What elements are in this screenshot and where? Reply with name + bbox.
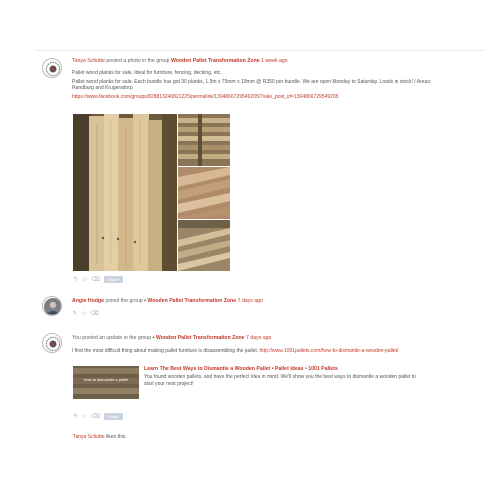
author-link[interactable]: Angie Hodge bbox=[72, 298, 104, 304]
post-prefix: You posted an update in the group bbox=[72, 335, 152, 341]
group-icon: ▪ bbox=[152, 335, 155, 341]
likes-line bbox=[73, 434, 127, 441]
like-icon[interactable]: ☆ bbox=[81, 310, 87, 317]
reply-icon[interactable]: ↰ bbox=[72, 310, 78, 317]
like-icon[interactable]: ☆ bbox=[82, 276, 88, 283]
post-actions bbox=[73, 413, 123, 420]
post-actions bbox=[72, 310, 432, 317]
likes-text: likes this. bbox=[106, 434, 127, 440]
like-icon[interactable]: ☆ bbox=[82, 413, 88, 420]
photo-thumb-3[interactable] bbox=[178, 220, 230, 271]
post-verb: posted a photo in the group bbox=[106, 58, 170, 64]
post-text-2: Pallet wood planks for sale. Each bundle has got 30 planks, 1.5m x 75mm x 19mm @ R350 per bundle. We are open Monday to Saturday. Loads in stock! / Areas: Randburg and Krugersdorp bbox=[72, 78, 432, 92]
group-link[interactable]: Wooden Pallet Transformation Zone bbox=[155, 335, 245, 341]
timestamp-link[interactable]: 7 days ago bbox=[237, 298, 263, 304]
liker-link[interactable]: Tanya Schutte bbox=[73, 434, 105, 440]
photo-thumb-2[interactable] bbox=[178, 167, 230, 219]
group-icon: ▪ bbox=[144, 298, 146, 304]
avatar[interactable] bbox=[42, 333, 62, 353]
photo-main[interactable] bbox=[73, 114, 177, 271]
post-verb: joined the group bbox=[105, 298, 143, 304]
post-text-body: I find the most difficult thing about making pallet furniture is disassembling the pallet. bbox=[72, 348, 259, 354]
reply-icon[interactable]: ↰ bbox=[73, 276, 79, 283]
group-link[interactable]: Wooden Pallet Transformation Zone bbox=[170, 58, 260, 64]
avatar[interactable] bbox=[42, 296, 62, 316]
post-url-link[interactable]: https://www.facebook.com/groups/828813240821225/permalink/1304866729549205/?sale_post_id=1304866729549205 bbox=[72, 93, 339, 100]
avatar[interactable] bbox=[42, 58, 62, 78]
author-link[interactable]: Tanya Schutte bbox=[72, 58, 105, 64]
post-text bbox=[72, 348, 432, 355]
delete-icon[interactable]: ⌫ bbox=[91, 276, 100, 283]
delete-icon[interactable]: ⌫ bbox=[91, 413, 100, 420]
post-header bbox=[72, 298, 432, 305]
group-link[interactable]: Wooden Pallet Transformation Zone bbox=[147, 298, 237, 304]
post-actions bbox=[73, 276, 123, 283]
share-button[interactable]: Share bbox=[104, 413, 123, 420]
thumbnail-caption: How to dismantle a pallet bbox=[83, 377, 129, 382]
divider bbox=[35, 50, 485, 51]
avatar-image bbox=[43, 59, 62, 78]
post-url-link[interactable]: http://www.1001pallets.com/how-to-dismantle-a-wooden-pallet/ bbox=[259, 348, 399, 354]
delete-icon[interactable]: ⌫ bbox=[90, 310, 99, 317]
timestamp-link[interactable]: 7 days ago bbox=[246, 335, 272, 341]
link-preview-description: You found wooden pallets, and have the perfect idea in mind. We'll show you the best ways to dismantle a wooden pallet to start your next project! bbox=[144, 374, 416, 387]
timestamp-link[interactable]: 1 week ago bbox=[261, 58, 288, 64]
photo-gallery bbox=[73, 114, 230, 271]
reply-icon[interactable]: ↰ bbox=[73, 413, 79, 420]
link-preview-card[interactable] bbox=[73, 366, 433, 402]
post-header bbox=[72, 58, 432, 65]
post-text-1: Pallet wood planks for sale. Ideal for furniture, fencing, decking, etc. bbox=[72, 70, 222, 76]
link-preview-title[interactable]: Learn The Best Ways to Dismantle a Wooden Pallet • Pallet Ideas • 1001 Pallets bbox=[144, 366, 338, 372]
link-preview-thumbnail[interactable] bbox=[73, 366, 139, 399]
post-header bbox=[72, 335, 432, 342]
share-button[interactable]: Share bbox=[104, 276, 123, 283]
photo-thumb-1[interactable] bbox=[178, 114, 230, 166]
